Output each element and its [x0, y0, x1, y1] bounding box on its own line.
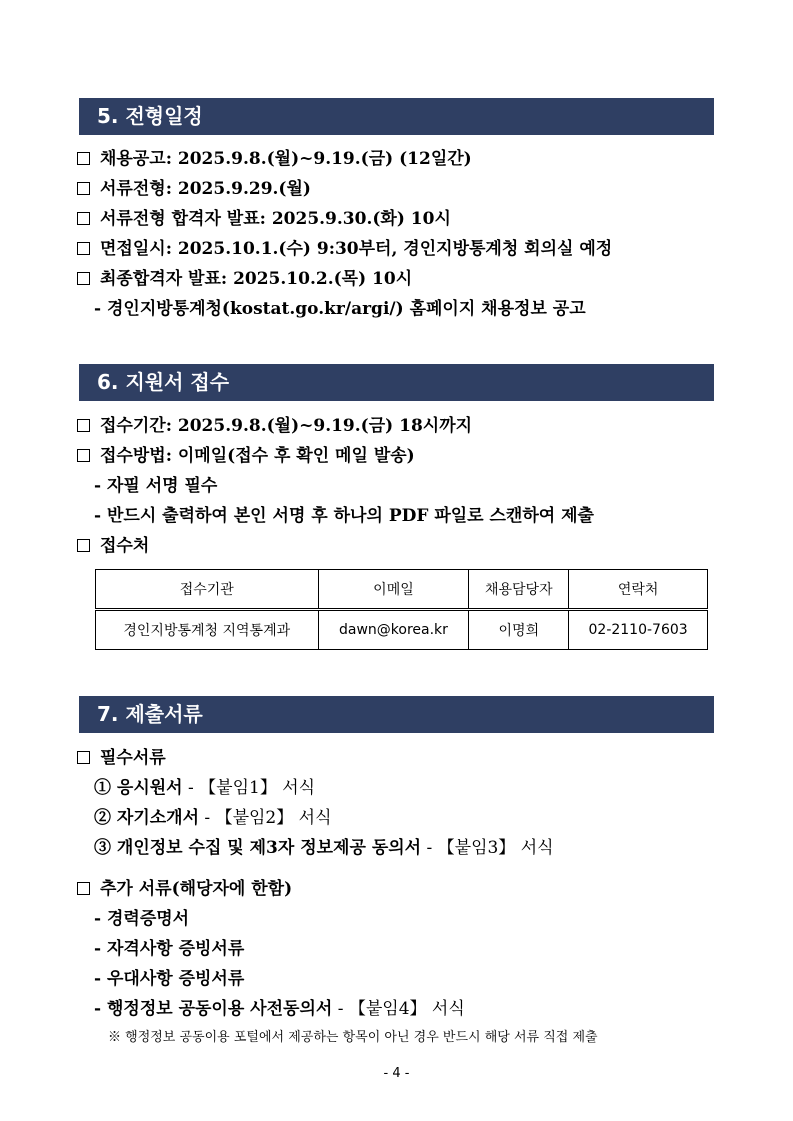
- checkbox-icon: [77, 272, 90, 285]
- schedule-item: [77, 208, 451, 230]
- required-doc-form: - 【붙임3】 서식: [421, 838, 554, 858]
- checkbox-icon: [77, 242, 90, 255]
- extra-doc-item: - 자격사항 증빙서류: [94, 939, 245, 959]
- application-place-text: 접수처: [100, 536, 150, 556]
- table-header-row: [96, 570, 708, 610]
- table-cell-manager: 이명희: [469, 610, 569, 650]
- required-doc-item: [94, 807, 332, 829]
- extra-docs-text: 추가 서류(해당자에 한함): [100, 879, 293, 899]
- table-header-cell: 채용담당자: [469, 570, 569, 610]
- schedule-text: 서류전형: 2025.9.29.(월): [100, 179, 311, 199]
- section-header-documents: 7. 제출서류: [79, 696, 714, 733]
- application-period: [77, 415, 472, 437]
- extra-docs-label: [77, 878, 292, 900]
- schedule-note: - 경인지방통계청(kostat.go.kr/argi/) 홈페이지 채용정보 공고: [94, 299, 586, 319]
- extra-doc-item: - 경력증명서: [94, 909, 190, 929]
- checkbox-icon: [77, 751, 90, 764]
- schedule-text: 채용공고: 2025.9.8.(월)~9.19.(금) (12일간): [100, 149, 472, 169]
- application-method: [77, 445, 415, 467]
- table-cell-agency: 경인지방통계청 지역통계과: [96, 610, 319, 650]
- required-doc-form: - 【붙임1】 서식: [182, 778, 316, 798]
- table-header-cell: 이메일: [318, 570, 469, 610]
- extra-doc-name: - 행정정보 공동이용 사전동의서: [94, 999, 333, 1019]
- checkbox-icon: [77, 419, 90, 432]
- application-method-text: 접수방법: 이메일(접수 후 확인 메일 발송): [100, 446, 415, 466]
- application-sub-note: - 반드시 출력하여 본인 서명 후 하나의 PDF 파일로 스캔하여 제출: [94, 506, 594, 526]
- required-docs-label: [77, 747, 166, 769]
- page-number: - 4 -: [383, 1066, 410, 1081]
- extra-doc-item: [94, 998, 465, 1020]
- required-docs-text: 필수서류: [100, 748, 166, 768]
- checkbox-icon: [77, 152, 90, 165]
- schedule-item: [77, 268, 412, 290]
- extra-doc-form: - 【붙임4】 서식: [332, 999, 465, 1019]
- checkbox-icon: [77, 539, 90, 552]
- required-doc-item: [94, 777, 315, 799]
- schedule-item: [77, 148, 472, 170]
- schedule-text: 면접일시: 2025.10.1.(수) 9:30부터, 경인지방통계청 회의실 예정: [100, 239, 613, 259]
- required-doc-item: [94, 837, 554, 859]
- application-period-text: 접수기간: 2025.9.8.(월)~9.19.(금) 18시까지: [100, 416, 473, 436]
- checkbox-icon: [77, 882, 90, 895]
- checkbox-icon: [77, 212, 90, 225]
- submission-note: ※ 행정정보 공동이용 포털에서 제공하는 항목이 아닌 경우 반드시 해당 서류 직접 제출: [108, 1030, 598, 1045]
- checkbox-icon: [77, 182, 90, 195]
- required-doc-name: ① 응시원서: [94, 778, 183, 798]
- required-doc-form: - 【붙임2】 서식: [199, 808, 332, 828]
- required-doc-name: ③ 개인정보 수집 및 제3자 정보제공 동의서: [94, 838, 422, 858]
- table-cell-email[interactable]: dawn@korea.kr: [318, 610, 469, 650]
- application-sub-note: - 자필 서명 필수: [94, 476, 218, 496]
- checkbox-icon: [77, 449, 90, 462]
- required-doc-name: ② 자기소개서: [94, 808, 200, 828]
- schedule-text: 서류전형 합격자 발표: 2025.9.30.(화) 10시: [100, 209, 451, 229]
- schedule-item: [77, 238, 612, 260]
- table-cell-phone: 02-2110-7603: [569, 610, 708, 650]
- table-header-cell: 접수기관: [96, 570, 319, 610]
- table-header-cell: 연락처: [569, 570, 708, 610]
- contact-table: [95, 569, 708, 650]
- schedule-text: 최종합격자 발표: 2025.10.2.(목) 10시: [100, 269, 413, 289]
- section-header-application: 6. 지원서 접수: [79, 364, 714, 401]
- extra-doc-item: - 우대사항 증빙서류: [94, 969, 245, 989]
- application-place: [77, 535, 149, 557]
- section-header-schedule: 5. 전형일정: [79, 98, 714, 135]
- table-row: [96, 610, 708, 650]
- schedule-item: [77, 178, 311, 200]
